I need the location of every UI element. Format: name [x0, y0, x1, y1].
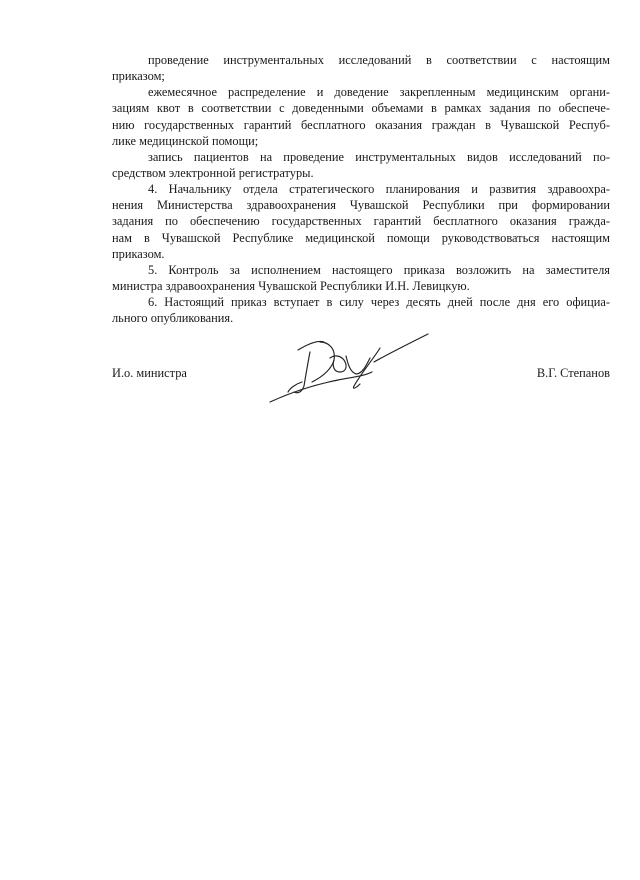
paragraph-instrumental-studies	[112, 52, 610, 84]
text-line: льного опубликования.	[112, 311, 234, 326]
text-line: зациям квот в соответствии с доведенными объемами в рамках задания по обеспече-	[112, 101, 610, 116]
text-line: министра здравоохранения Чувашской Республики И.Н. Левицкую.	[112, 278, 470, 293]
text-line: средством электронной регистратуры.	[112, 165, 314, 180]
text-line: приказом;	[112, 69, 165, 84]
text-line: запись пациентов на проведение инструментальных видов исследований по-	[148, 149, 610, 164]
text-line: нам в Чувашской Республике медицинской помощи руководствоваться настоящим	[112, 230, 610, 245]
text-line: 6. Настоящий приказ вступает в силу через десять дней после дня его официа-	[148, 295, 610, 310]
signer-position-title: И.о. министра	[112, 366, 187, 380]
paragraph-item-5	[112, 262, 610, 294]
handwritten-signature	[262, 328, 438, 410]
text-line: нию государственных гарантий бесплатного оказания граждан в Чувашской Респуб-	[112, 117, 610, 132]
text-line: 5. Контроль за исполнением настоящего приказа возложить на заместителя	[148, 262, 610, 277]
text-line: проведение инструментальных исследований в соответствии с настоящим	[148, 53, 610, 67]
paragraph-item-4	[112, 181, 610, 262]
text-line: нения Министерства здравоохранения Чувашской Республики при формировании	[112, 198, 610, 213]
text-line: 4. Начальнику отдела стратегического планирования и развития здравоохра-	[148, 182, 610, 197]
paragraph-item-6	[112, 294, 610, 326]
document-body	[112, 52, 610, 326]
text-line: ежемесячное распределение и доведение закрепленным медицинским органи-	[148, 85, 610, 100]
signer-name: В.Г. Степанов	[536, 366, 610, 380]
text-line: задания по обеспечению государственных гарантий бесплатного оказания гражда-	[112, 214, 610, 229]
text-line: лике медицинской помощи;	[112, 133, 259, 148]
paragraph-quota-distribution	[112, 84, 610, 149]
paragraph-patient-registration	[112, 149, 610, 181]
text-line: приказом.	[112, 246, 165, 261]
